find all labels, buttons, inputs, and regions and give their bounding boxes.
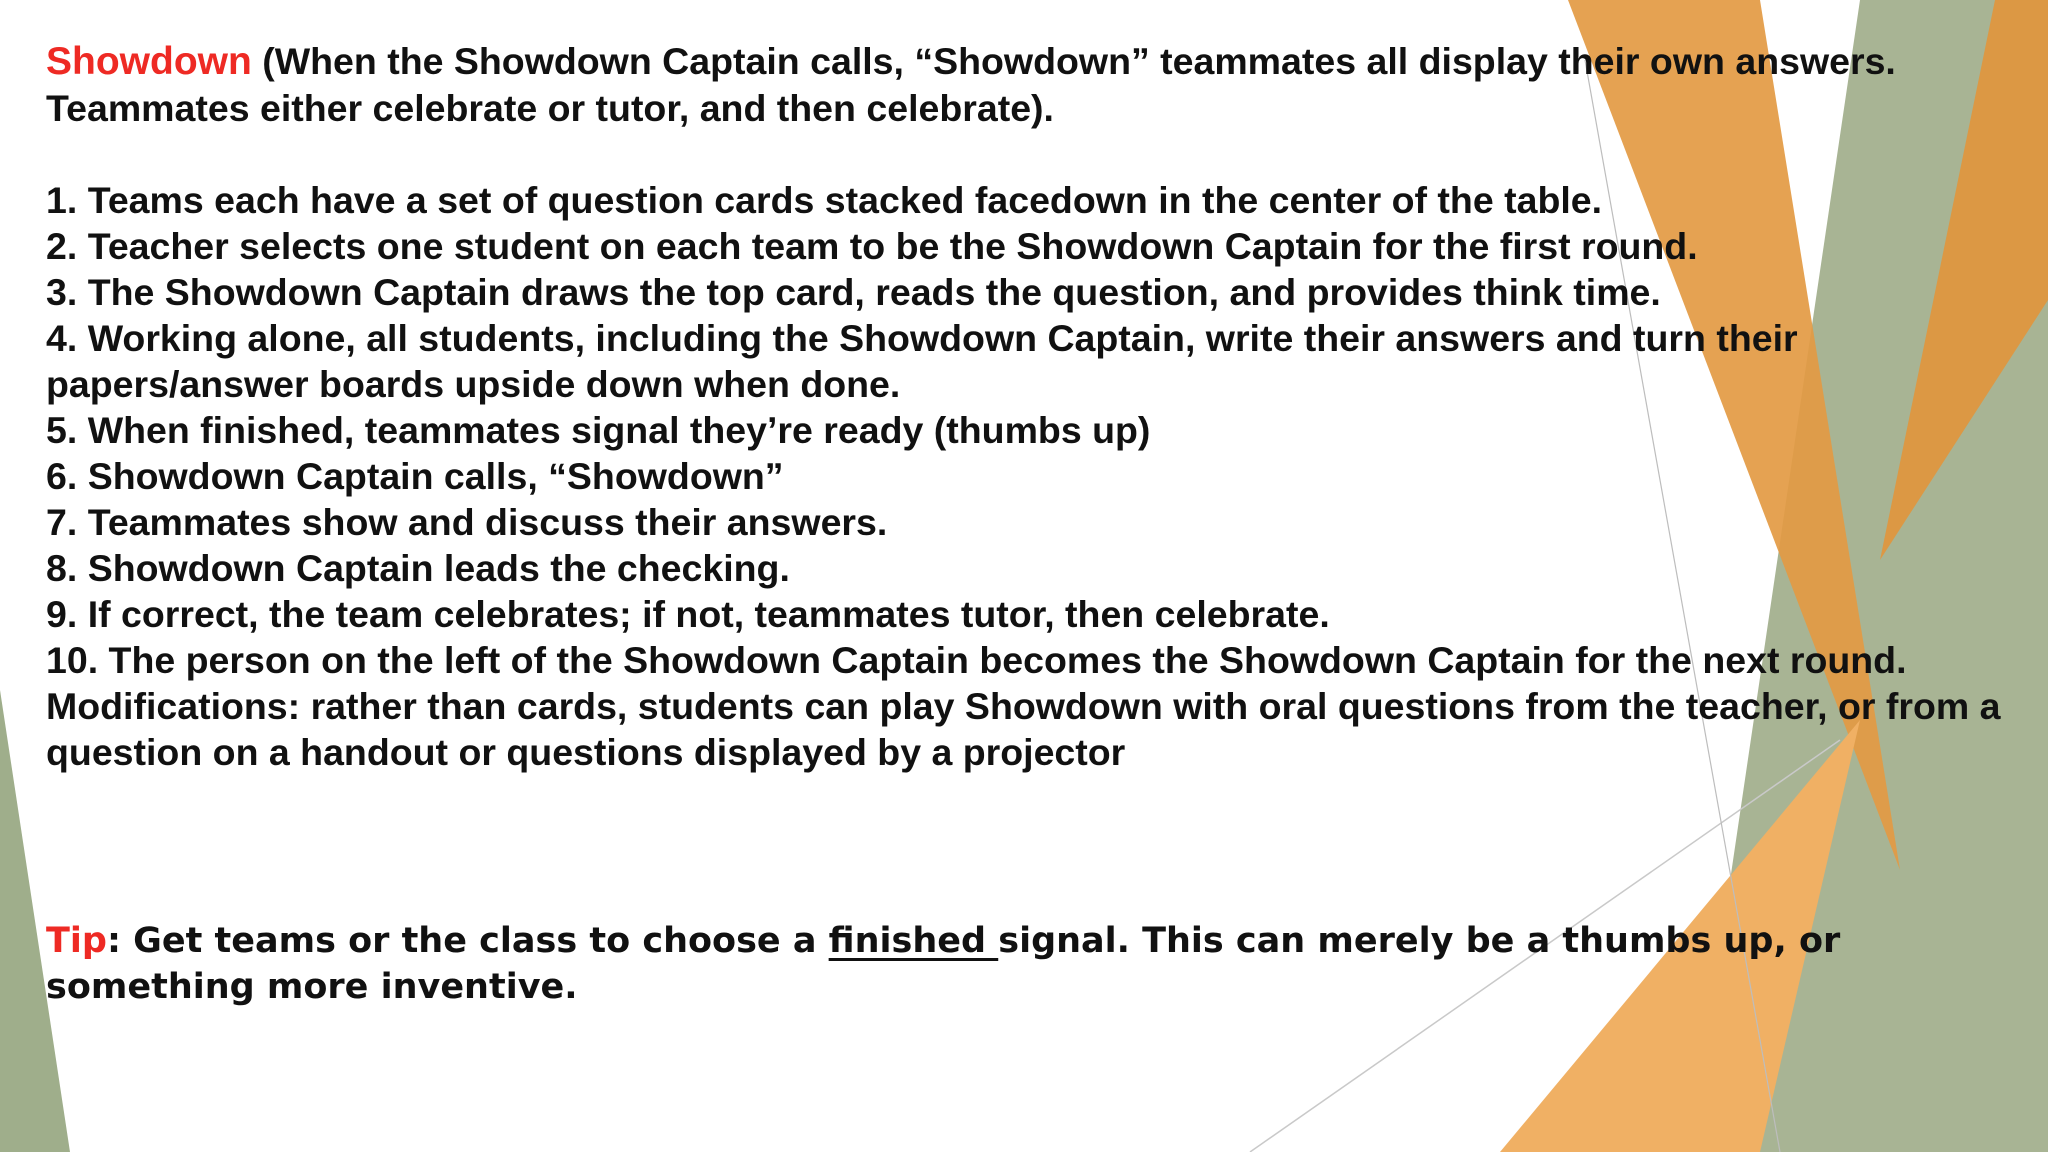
- step-item: 5. When finished, teammates signal they’re ready (thumbs up): [46, 409, 1151, 451]
- step-item: 3. The Showdown Captain draws the top card, reads the question, and provides think time.: [46, 271, 1661, 313]
- step-item: 2. Teacher selects one student on each team to be the Showdown Captain for the first round.: [46, 225, 1698, 267]
- intro-paragraph: [46, 38, 2006, 131]
- step-item: 7. Teammates show and discuss their answers.: [46, 501, 888, 543]
- intro-text: (When the Showdown Captain calls, “Showdown” teammates all display their own answers. Teammates either celebrate or tutor, and then celebrate).: [46, 40, 1896, 129]
- tip-label: Tip: [46, 921, 107, 961]
- tip-colon: :: [106, 921, 134, 961]
- slide-body: [46, 38, 2006, 775]
- step-item: 10. The person on the left of the Showdown Captain becomes the Showdown Captain for the next round.: [46, 639, 1907, 681]
- step-item: 4. Working alone, all students, including the Showdown Captain, write their answers and turn their papers/answer boards upside down when done.: [46, 317, 1798, 405]
- step-item: 6. Showdown Captain calls, “Showdown”: [46, 455, 784, 497]
- tip-underlined-word: finished: [828, 921, 999, 961]
- steps-list: [46, 177, 2006, 683]
- step-item: 8. Showdown Captain leads the checking.: [46, 547, 790, 589]
- tip-paragraph: [46, 918, 2006, 1010]
- tip-text-before: Get teams or the class to choose a: [133, 921, 829, 961]
- spacer: [46, 131, 2006, 177]
- step-item: 9. If correct, the team celebrates; if not, teammates tutor, then celebrate.: [46, 593, 1330, 635]
- tip-text-after: signal. This can merely be a thumbs up, or something more inventive.: [46, 921, 1841, 1007]
- modifications-text: Modifications: rather than cards, students can play Showdown with oral questions from the teacher, or from a question on a handout or questions displayed by a projector: [46, 685, 2001, 773]
- step-item: 1. Teams each have a set of question cards stacked facedown in the center of the table.: [46, 179, 1603, 221]
- slide-title: Showdown: [46, 40, 252, 83]
